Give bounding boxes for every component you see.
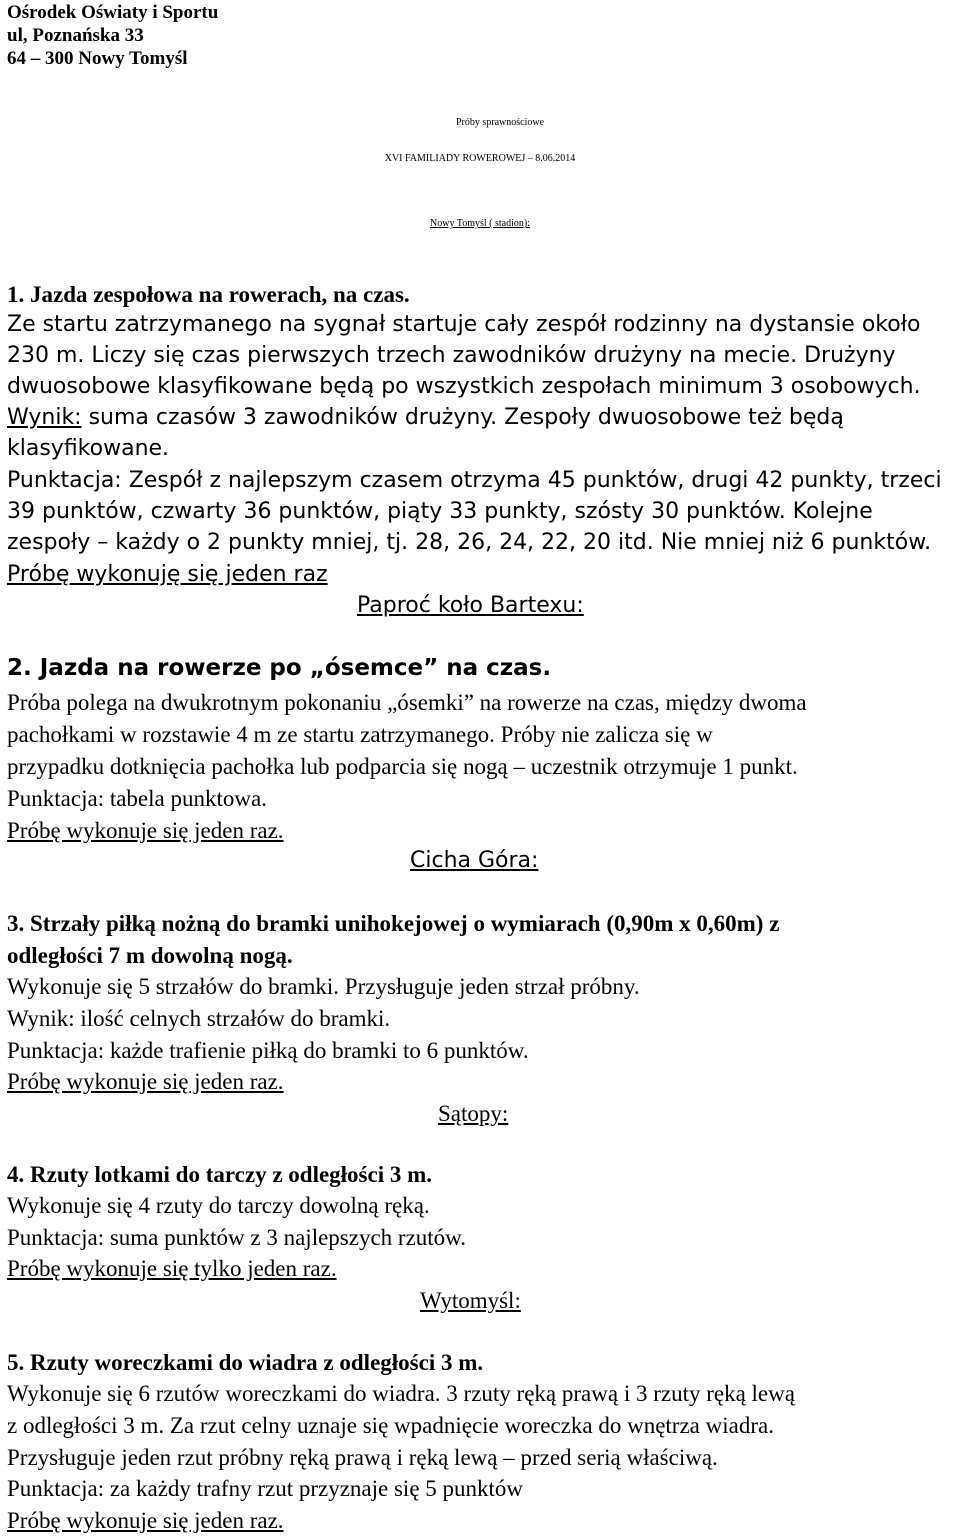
event-1-result-line: [7, 407, 844, 429]
event-5-text: Przysługuje jeden rzut próbny ręką prawą i ręką lewą – przed serią właściwą.: [7, 1445, 718, 1470]
event-5-text: Wykonuje się 6 rzutów woreczkami do wiadra. 3 rzuty ręką prawą i 3 rzuty ręką lewą: [7, 1381, 795, 1406]
event-1-text: klasyfikowane.: [7, 436, 170, 461]
location-heading-wytomysl: Wytomyśl:: [420, 1288, 521, 1313]
location-heading-satopy: Sątopy:: [438, 1101, 509, 1126]
event-4-text: Wykonuje się 4 rzuty do tarczy dowolną ręką.: [7, 1193, 430, 1218]
event-1-scoring: Punktacja: Zespół z najlepszym czasem otrzyma 45 punktów, drugi 42 punkty, trzeci: [7, 468, 942, 493]
event-2-text: Próba polega na dwukrotnym pokonaniu „ósemki” na rowerze na czas, między dwoma: [7, 690, 807, 715]
org-city: 64 – 300 Nowy Tomyśl: [7, 48, 188, 69]
event-3-result: Wynik: ilość celnych strzałów do bramki.: [7, 1006, 391, 1031]
location-heading-nowy-tomysl: Nowy Tomyśl ( stadion):: [430, 218, 530, 229]
event-2-text: pachołkami w rozstawie 4 m ze startu zatrzymanego. Próby nie zalicza się w: [7, 722, 713, 747]
org-address: ul, Poznańska 33: [7, 25, 144, 46]
result-text: suma czasów 3 zawodników drużyny. Zespoły dwuosobowe też będą: [81, 405, 844, 430]
event-3-text: Wykonuje się 5 strzałów do bramki. Przysługuje jeden strzał próbny.: [7, 974, 640, 999]
event-4-attempts: Próbę wykonuje się tylko jeden raz.: [7, 1256, 337, 1281]
event-3-heading: 3. Strzały piłką nożną do bramki unihokejowej o wymiarach (0,90m x 0,60m) z: [7, 911, 780, 936]
event-3-heading: odległości 7 m dowolną nogą.: [7, 943, 293, 968]
result-label: Wynik:: [7, 405, 82, 430]
event-5-text: z odległości 3 m. Za rzut celny uznaje się wpadnięcie woreczka do wnętrza wiadra.: [7, 1413, 774, 1438]
event-5-attempts: Próbę wykonuje się jeden raz.: [7, 1508, 284, 1533]
event-1-attempts: Próbę wykonuję się jeden raz: [7, 562, 328, 587]
location-heading-paproc: Paproć koło Bartexu:: [357, 593, 584, 618]
event-2-heading: 2. Jazda na rowerze po „ósemce” na czas.: [7, 655, 552, 681]
event-2-scoring: Punktacja: tabela punktowa.: [7, 786, 267, 811]
event-2-attempts: Próbę wykonuje się jeden raz.: [7, 818, 284, 843]
event-2-text: przypadku dotknięcia pachołka lub podparcia się nogą – uczestnik otrzymuje 1 punkt.: [7, 754, 798, 779]
event-4-scoring: Punktacja: suma punktów z 3 najlepszych rzutów.: [7, 1225, 467, 1250]
event-title: XVI FAMILIADY ROWEROWEJ – 8.06.2014: [384, 153, 576, 164]
event-3-attempts: Próbę wykonuje się jeden raz.: [7, 1069, 284, 1094]
event-5-heading: 5. Rzuty woreczkami do wiadra z odległości 3 m.: [7, 1350, 484, 1375]
event-1-text: dwuosobowe klasyfikowane będą po wszystkich zespołach minimum 3 osobowych.: [7, 374, 921, 399]
event-1-text: Ze startu zatrzymanego na sygnał startuje cały zespół rodzinny na dystansie około: [7, 312, 921, 337]
location-heading-cicha-gora: Cicha Góra:: [410, 848, 539, 873]
event-4-heading: 4. Rzuty lotkami do tarczy z odległości 3 m.: [7, 1162, 433, 1187]
document-title: Próby sprawnościowe: [455, 117, 545, 128]
event-1-heading: 1. Jazda zespołowa na rowerach, na czas.: [7, 282, 410, 307]
event-1-text: 230 m. Liczy się czas pierwszych trzech zawodników drużyny na mecie. Drużyny: [7, 343, 896, 368]
event-1-scoring: 39 punktów, czwarty 36 punktów, piąty 33 punkty, szósty 30 punktów. Kolejne: [7, 499, 873, 524]
event-3-scoring: Punktacja: każde trafienie piłką do bramki to 6 punktów.: [7, 1038, 529, 1063]
event-1-scoring: zespoły – każdy o 2 punkty mniej, tj. 28, 26, 24, 22, 20 itd. Nie mniej niż 6 punktów.: [7, 530, 932, 555]
org-name: Ośrodek Oświaty i Sportu: [7, 2, 219, 23]
event-5-scoring: Punktacja: za każdy trafny rzut przyznaje się 5 punktów: [7, 1476, 524, 1501]
